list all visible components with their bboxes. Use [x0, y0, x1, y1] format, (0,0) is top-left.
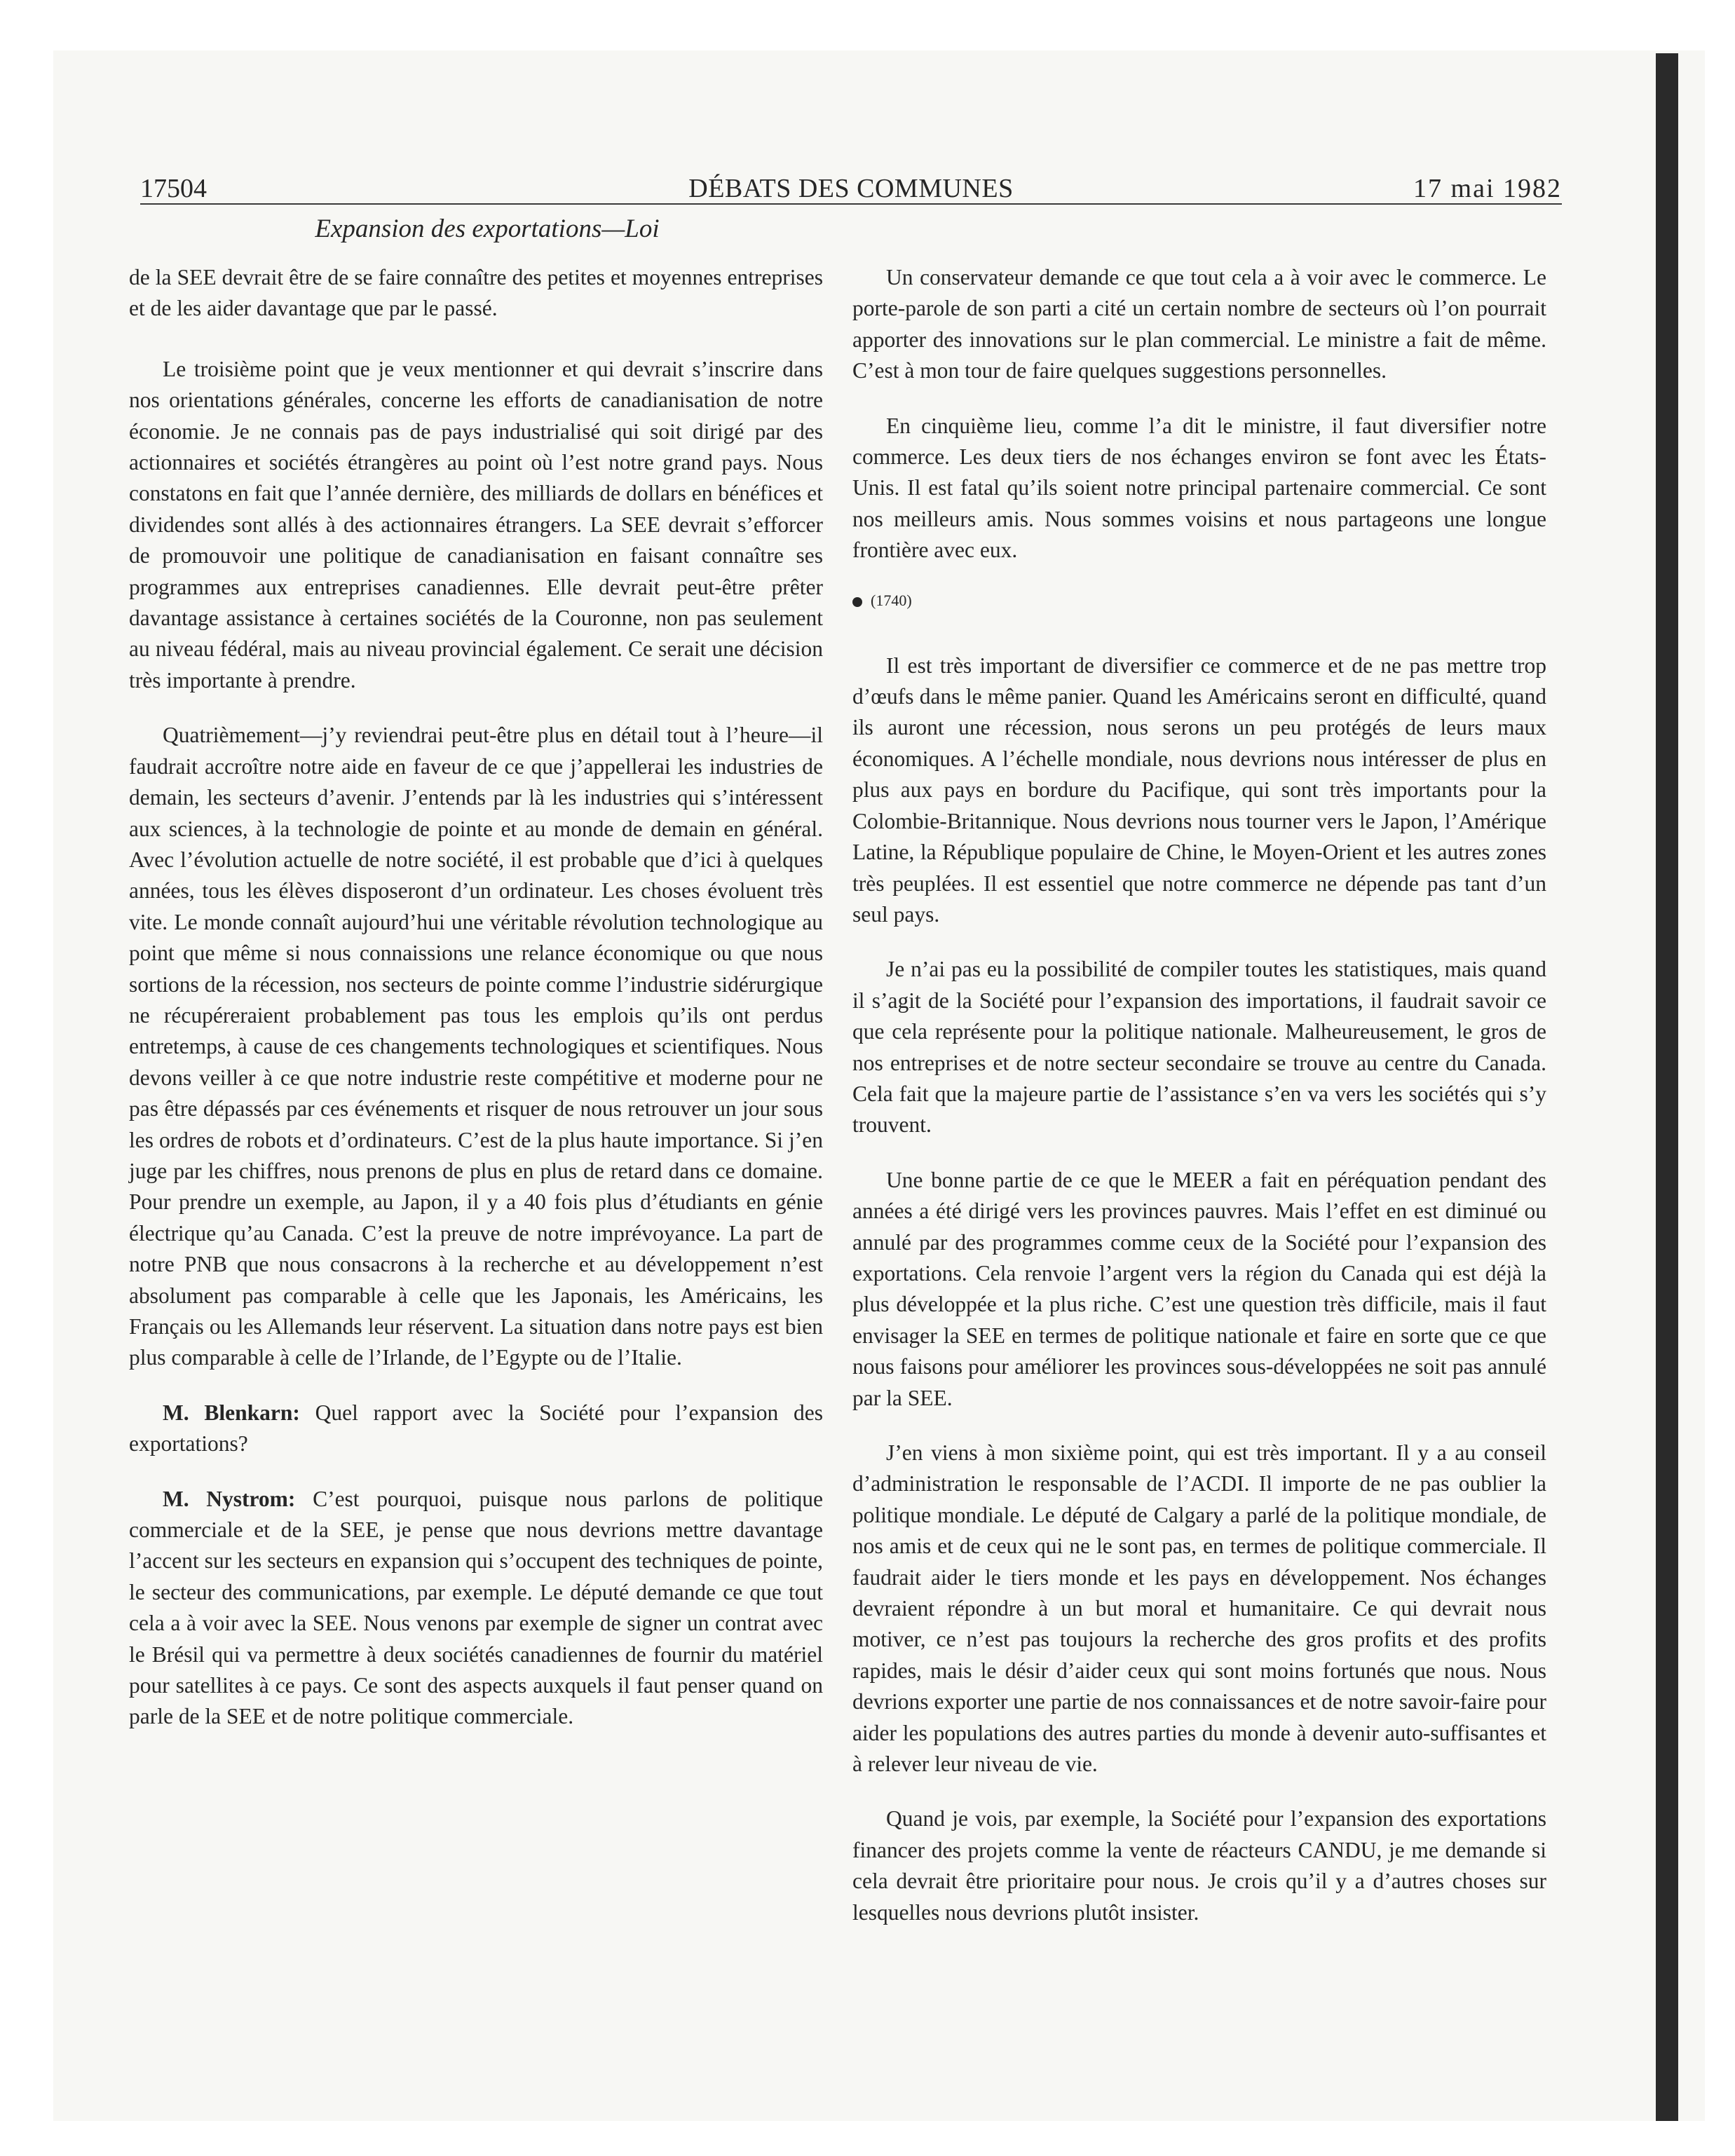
paragraph-sixth-point: J’en viens à mon sixième point, qui est très important. Il y a au conseil d’administration le responsable de l’ACDI. Il importe de ne pas oublier la politique mondiale. Le député de Calgary a parlé de la politique mondiale, de nos amis et de ceux qui ne le sont pas, en termes de politique commerciale. Il faudrait aider le tiers monde et les pays en développement. Nos échanges devraient répondre à un but moral et humanitaire. Ce qui devrait nous motiver, ce n’est pas toujours la recherche des gros profits et des profits rapides, mais le désir d’aider ceux qui sont moins fortunés que nous. Nous devrions exporter une partie de nos connaissances et de notre savoir-faire pour aider les populations des autres parties du monde à devenir auto-suffisantes et à relever leur niveau de vie. [852, 1440, 1546, 1777]
paragraph-fourth-point: Quatrièmement—j’y reviendrai peut-être plus en détail tout à l’heure—il faudrait accroître notre aide en faveur de ce que j’appellerai les industries de demain, les secteurs d’avenir. J’entends par là les industries qui s’intéressent aux sciences, à la technologie de pointe et au monde de demain en général. Avec l’évolution actuelle de notre société, il est probable que d’ici à quelques années, tous les élèves disposeront d’un ordinateur. Les choses évoluent très vite. Le monde connaît aujourd’hui une véritable révolution technologique au point que même si nous connaissions une relance économique ou que nous sortions de la récession, nos secteurs de pointe comme l’industrie sidérurgique ne récupéreraient probablement pas tous les emplois qu’ils ont perdus entretemps, à cause de ces changements technologiques et scientifiques. Nous devons veiller à ce que notre industrie reste compétitive et moderne pour ne pas être dépassés par ces événements et risquer de nous retrouver un jour sous les ordres de robots et d’ordinateurs. C’est de la plus haute importance. Si j’en juge par les chiffres, nous prenons de plus en plus de retard dans ce domaine. Pour prendre un exemple, au Japon, il y a 40 fois plus d’étudiants en génie électrique qu’au Canada. C’est la preuve de notre imprévoyance. La part de notre PNB que nous consacrons à la recherche et au développement n’est absolument pas comparable à celle que les Japonais, les Américains, les Français ou les Allemands leur réservent. La situation dans notre pays est bien plus comparable à celle de l’Irlande, de l’Egypte ou de l’Italie. [129, 723, 823, 1370]
paragraph-meer: Une bonne partie de ce que le MEER a fait en péréquation pendant des années a été dirigé vers les provinces pauvres. Mais l’effet en est diminué ou annulé par des programmes comme ceux de la Société pour l’expansion des exportations. Cela renvoie l’argent vers la région du Canada qui est déjà la plus développée et la plus riche. C’est une question très difficile, mais il faut envisager la SEE en termes de politique nationale et faire en sorte que ce que nous faisons pour améliorer les provinces sous-développées ne soit pas annulé par la SEE. [852, 1167, 1546, 1410]
page-number: 17504 [140, 174, 207, 203]
header-date: 17 mai 1982 [1413, 174, 1562, 203]
paragraph-continued: de la SEE devrait être de se faire connaître des petites et moyennes entreprises et de les aider davantage que par le passé. [129, 265, 823, 321]
running-title: DÉBATS DES COMMUNES [688, 174, 1014, 203]
bullet-icon [852, 597, 862, 607]
timestamp-marker [852, 590, 1546, 611]
paragraph-conservative: Un conservateur demande ce que tout cela a à voir avec le commerce. Le porte-parole de son parti a cité un certain nombre de secteurs où l’on pourrait apporter des innovations sur le plan commercial. Le ministre a fait de même. C’est à mon tour de faire quelques suggestions personnelles. [852, 265, 1546, 383]
paragraph-statistics: Je n’ai pas eu la possibilité de compiler toutes les statistiques, mais quand il s’agit de la Société pour l’expansion des importations, il faudrait savoir ce que cela représente pour la politique nationale. Malheureusement, le gros de nos entreprises et de notre secteur secondaire se trouve au centre du Canada. Cela fait que la majeure partie de l’assistance s’en va vers les sociétés qui s’y trouvent. [852, 957, 1546, 1138]
scan-edge-bar [1656, 53, 1678, 2121]
paragraph-third-point: Le troisième point que je veux mentionner et qui devrait s’inscrire dans nos orientations générales, concerne les efforts de canadianisation de notre économie. Je ne connais pas de pays industrialisé qui soit dirigé par des actionnaires et sociétés étrangères au point où l’est notre grand pays. Nous constatons en fait que l’année dernière, des milliards de dollars en bénéfices et dividendes sont allés à des actionnaires étrangers. La SEE devrait s’efforcer de promouvoir une politique de canadianisation en faisant connaître ses programmes aux entreprises canadiennes. Elle devrait peut-être prêter davantage assistance à certaines sociétés de la Couronne, non pas seulement au niveau fédéral, mais au niveau provincial également. Ce serait une décision très importante à prendre. [129, 356, 823, 692]
speaker-name: M. Nystrom: [163, 1486, 296, 1511]
speech-nystrom [129, 1484, 823, 1733]
left-column [129, 262, 823, 1756]
paragraph-diversify: Il est très important de diversifier ce commerce et de ne pas mettre trop d’œufs dans le même panier. Quand les Américains seront en difficulté, quand ils auront une récession, nous serons un peu protégés de leurs maux économiques. A l’échelle mondiale, nous devrions nous intéresser de plus en plus aux pays en bordure du Pacifique, qui sont très importants pour la Colombie-Britannique. Nous devrions nous tourner vers le Japon, l’Amérique Latine, la République populaire de Chine, le Moyen-Orient et les autres zones très peuplées. Il est essentiel que notre commerce ne dépende pas tant d’un seul pays. [852, 653, 1546, 927]
paragraph-fifth-point: En cinquième lieu, comme l’a dit le ministre, il faut diversifier notre commerce. Les deux tiers de nos échanges environ se font avec les États-Unis. Il est fatal qu’ils soient notre principal partenaire commercial. Ce sont nos meilleurs amis. Nous sommes voisins et nous partageons une longue frontière avec eux. [852, 413, 1546, 563]
paragraph-candu: Quand je vois, par exemple, la Société pour l’expansion des exportations financer des projets comme la vente de réacteurs CANDU, je me demande si cela devrait être prioritaire pour nous. Je crois qu’il y a d’autres choses sur lesquelles nous devrions plutôt insister. [852, 1806, 1546, 1925]
speech-text: Quel rapport avec la Société pour l’expansion des exportations? [129, 1400, 823, 1456]
section-title: Expansion des exportations—Loi [315, 214, 660, 243]
timestamp: (1740) [871, 591, 912, 609]
speech-text: C’est pourquoi, puisque nous parlons de politique commerciale et de la SEE, je pense que nous devrions mettre davantage l’accent sur les secteurs en expansion qui s’occupent des techniques de pointe, le secteur des communications, par exemple. Le député demande ce que tout cela a à voir avec la SEE. Nous venons par exemple de signer un contrat avec le Brésil qui va permettre à deux sociétés canadiennes de fournir du matériel pour satellites à ce pays. Ce sont des aspects auxquels il faut penser quand on parle de la SEE et de notre politique commerciale. [129, 1486, 824, 1729]
page-header [140, 167, 1562, 206]
speaker-name: M. Blenkarn: [163, 1400, 300, 1425]
header-rule [140, 203, 1562, 205]
right-column [852, 262, 1546, 1952]
speech-blenkarn [129, 1398, 823, 1460]
